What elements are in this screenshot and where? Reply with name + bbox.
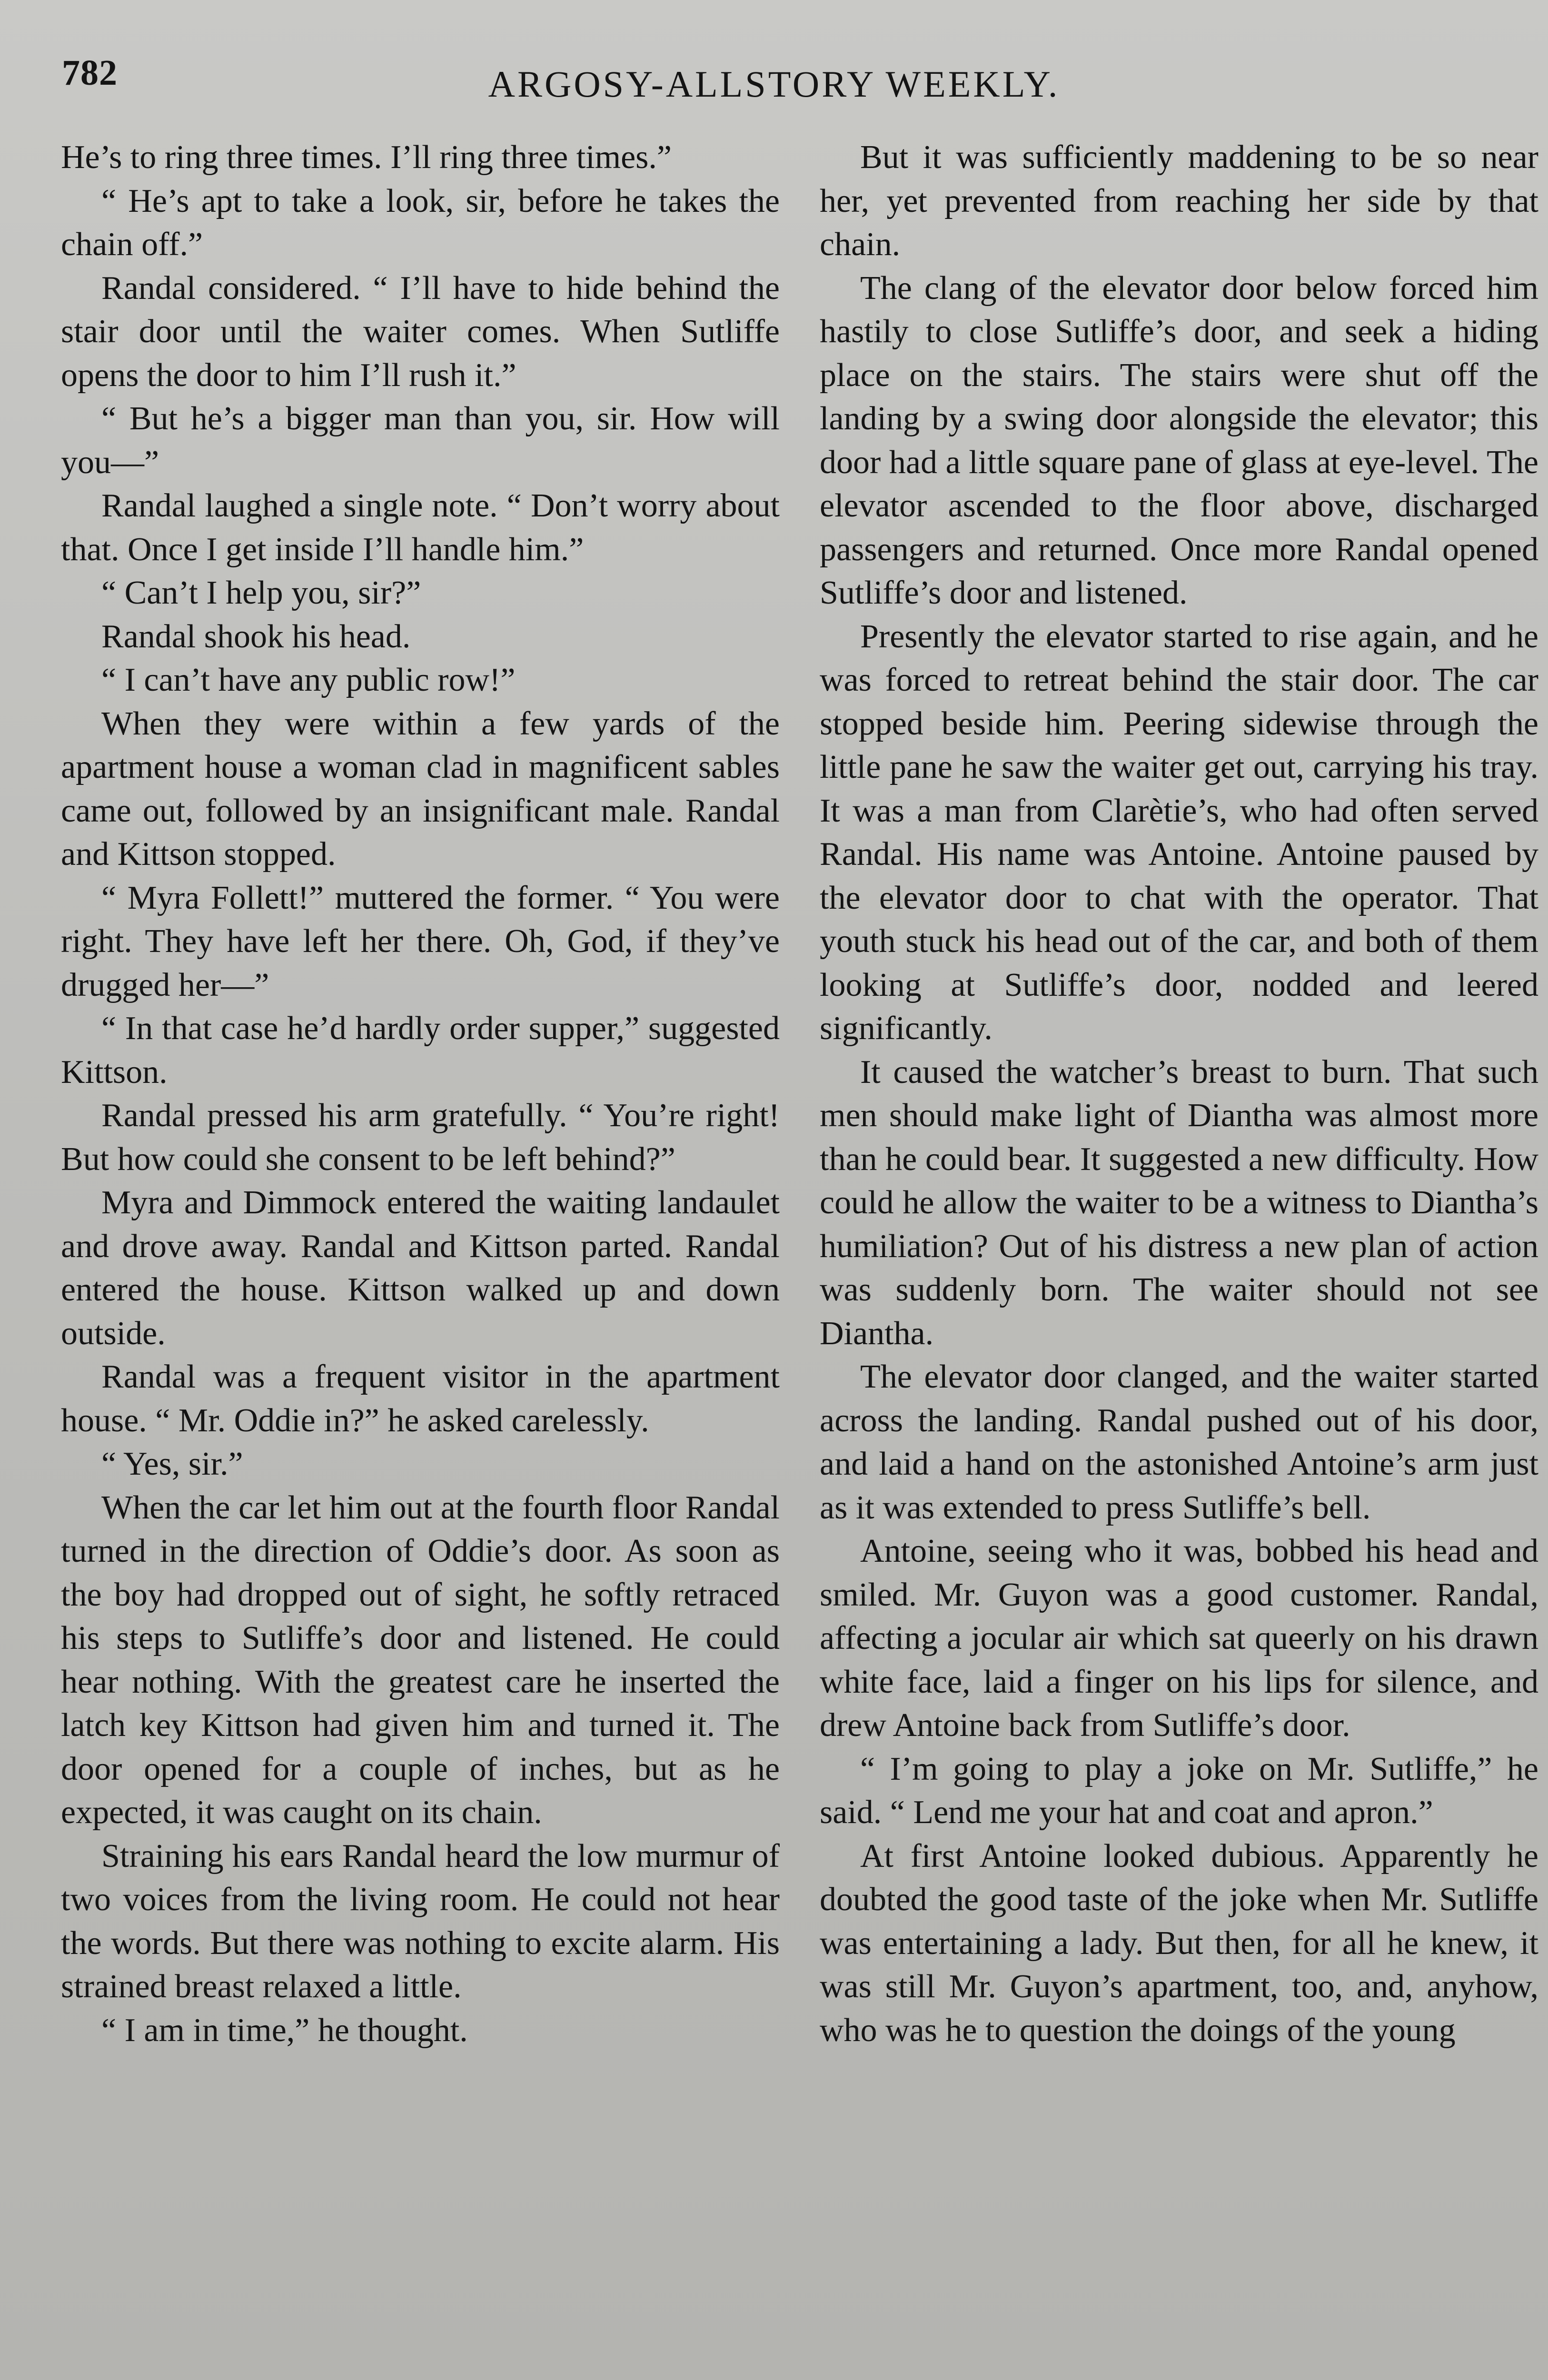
paragraph: “ Yes, sir.” [101,1446,243,1482]
paragraph: Myra and Dimmock entered the waiting landaulet and drove away. Randal and Kittson parted. Randal entered the house. Kittson walked up and down outside. [61,1184,780,1352]
paragraph: Randal laughed a single note. “ Don’t worry about that. Once I get inside I’ll handle him.” [61,487,780,568]
paragraph: “ He’s apt to take a look, sir, before he takes the chain off.” [61,182,780,263]
paragraph: But it was sufficiently maddening to be so near her, yet prevented from reaching her side by that chain. [820,139,1538,263]
paragraph: The elevator door clanged, and the waiter started across the landing. Randal pushed out of his door, and laid a hand on the astonished Antoine’s arm just as it was extended to press Sutliffe’s bell. [820,1359,1538,1526]
right-column [820,136,1538,2380]
paragraph: When the car let him out at the fourth floor Randal turned in the direction of Oddie’s door. As soon as the boy had dropped out of sight, he softly retraced his steps to Sutliffe’s door and listened. He could hear nothing. With the greatest care he inserted the latch key Kittson had given him and turned it. The door opened for a couple of inches, but as he expected, it was caught on its chain. [61,1489,780,1831]
page-number: 782 [62,53,118,93]
paragraph: Randal pressed his arm gratefully. “ You’re right! But how could she consent to be left behind?” [61,1097,780,1178]
paragraph: “ I am in time,” he thought. [101,2012,468,2049]
paragraph: Straining his ears Randal heard the low murmur of two voices from the living room. He could not hear the words. But there was nothing to excite alarm. His strained breast relaxed a little. [61,1837,780,2005]
paragraph: Randal shook his head. [101,618,411,655]
paragraph: “ In that case he’d hardly order supper,” suggested Kittson. [61,1010,780,1091]
paragraph: Antoine, seeing who it was, bobbed his head and smiled. Mr. Guyon was a good customer. Randal, affecting a jocular air which sat queerly on his drawn white face, laid a finger on his lips for silence, and drew Antoine back from Sutliffe’s door. [820,1533,1538,1744]
paragraph: “ But he’s a bigger man than you, sir. How will you—” [61,400,780,481]
running-title: ARGOSY-ALLSTORY WEEKLY. [488,63,1060,105]
left-column [61,136,780,2380]
paragraph: Randal was a frequent visitor in the apartment house. “ Mr. Oddie in?” he asked carelessly. [61,1359,780,1439]
paragraph: Presently the elevator started to rise again, and he was forced to retreat behind the stair door. The car stopped beside him. Peering sidewise through the little pane he saw the waiter get out, carrying his tray. It was a man from Clarètie’s, who had often served Randal. His name was Antoine. Antoine paused by the elevator door to chat with the operator. That youth stuck his head out of the car, and both of them looking at Sutliffe’s door, nodded and leered significantly. [820,618,1538,1047]
paragraph: “ Myra Follett!” muttered the former. “ You were right. They have left her there. Oh, God, if they’ve drugged her—” [61,879,780,1003]
paragraph: Randal considered. “ I’ll have to hide behind the stair door until the waiter comes. When Sutliffe opens the door to him I’ll rush it.” [61,269,780,394]
paragraph: The clang of the elevator door below forced him hastily to close Sutliffe’s door, and seek a hiding place on the stairs. The stairs were shut off the landing by a swing door alongside the elevator; this door had a little square pane of glass at eye-level. The elevator ascended to the floor above, discharged passengers and returned. Once more Randal opened Sutliffe’s door and listened. [820,269,1538,611]
paragraph: “ I can’t have any public row!” [101,662,516,698]
paragraph: “ Can’t I help you, sir?” [101,575,421,611]
paragraph: “ I’m going to play a joke on Mr. Sutliffe,” he said. “ Lend me your hat and coat and apron.” [820,1750,1538,1831]
paragraph: It caused the watcher’s breast to burn. That such men should make light of Diantha was almost more than he could bear. It suggested a new difficulty. How could he allow the waiter to be a witness to Diantha’s humiliation? Out of his distress a new plan of action was suddenly born. The waiter should not see Diantha. [820,1053,1538,1352]
paragraph: At first Antoine looked dubious. Apparently he doubted the good taste of the joke when Mr. Sutliffe was entertaining a lady. But then, for all he knew, it was still Mr. Guyon’s apartment, too, and, anyhow, who was he to question the doings of the young [820,1837,1538,2049]
paragraph: When they were within a few yards of the apartment house a woman clad in magnificent sables came out, followed by an insignificant male. Randal and Kittson stopped. [61,705,780,873]
paragraph: He’s to ring three times. I’ll ring three times.” [61,139,672,176]
page-header [62,52,1486,119]
